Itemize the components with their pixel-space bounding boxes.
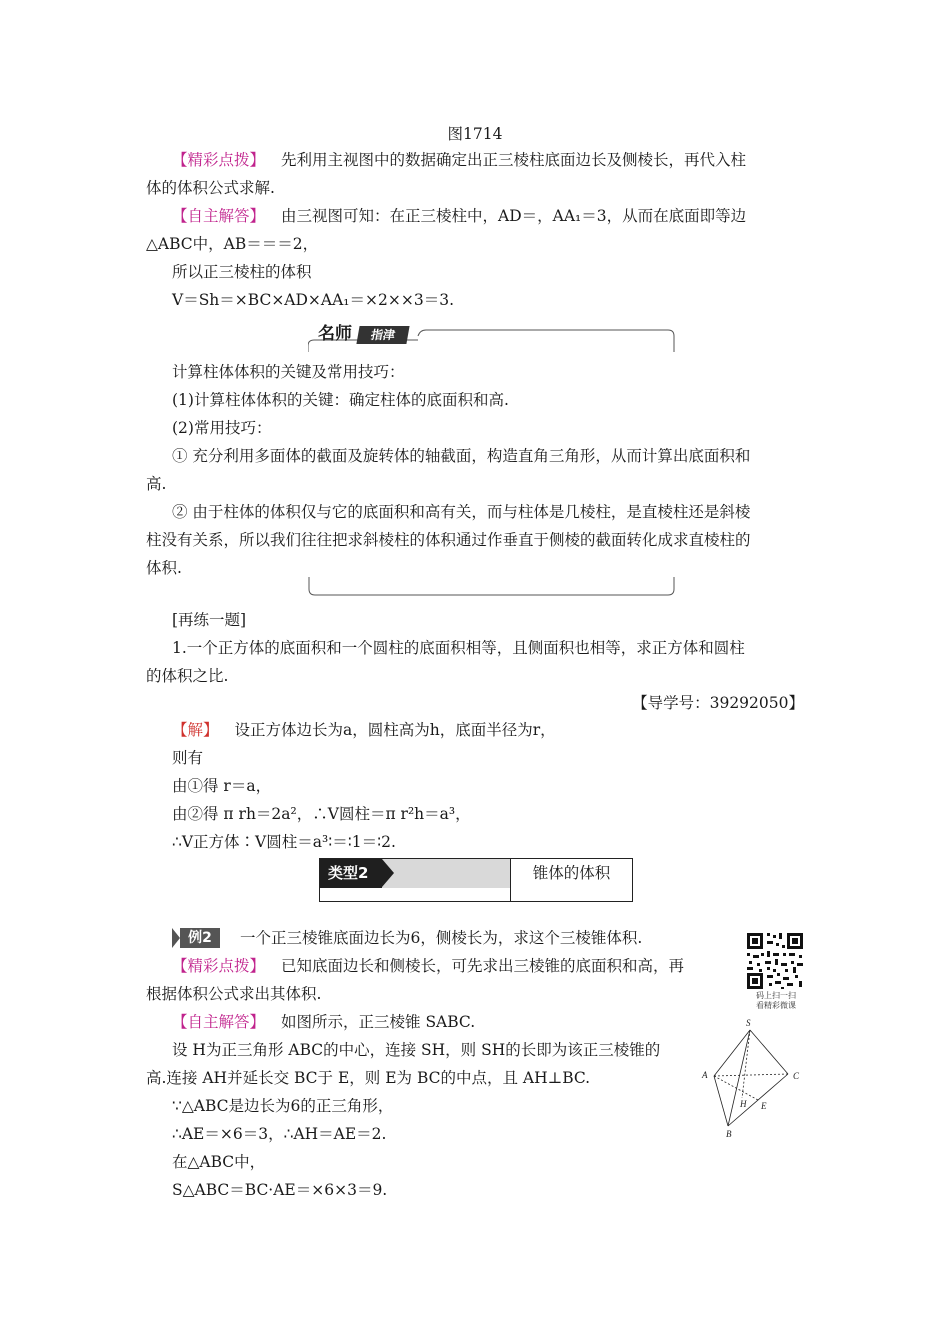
mingshi-l2: (1)计算柱体体积的关键：确定柱体的底面积和高. [172,391,509,409]
example-solve-line [172,1011,475,1033]
example-solve-6: 在△ABC中， [172,1153,266,1171]
qr-code-icon[interactable] [745,931,805,991]
example-solve-1: 如图所示，正三棱锥 SABC. [281,1013,476,1031]
practice-ref: 【导学号：39292050】 [632,694,804,712]
solve-text-4: V＝Sh＝×BC×AD×AA₁＝×2××3＝3. [172,291,454,309]
type2-label: 类型2 [320,859,382,888]
example-hint-2: 根据体积公式求出其体积. [146,985,322,1003]
mingshi-l3: (2)常用技巧： [172,419,272,437]
example-badge-label: 例2 [180,928,220,948]
label-A: A [702,1070,708,1080]
hint-text-2: 体的体积公式求解. [146,179,275,197]
hint-line-1 [172,149,746,171]
answer-tag: 【解】 [172,721,219,739]
mingshi-l6: ② 由于柱体的体积仅与它的底面积和高有关，而与柱体是几棱柱，是直棱柱还是斜棱 [172,503,751,521]
answer-line-1 [172,719,556,741]
example-solve-3: 高.连接 AH并延长交 BC于 E，则 E为 BC的中点，且 AH⊥BC. [146,1069,591,1087]
edge-AC [714,1074,788,1076]
mingshi-l1: 计算柱体体积的关键及常用技巧： [172,363,405,381]
pyramid-figure [700,1016,810,1140]
mingshi-l7: 柱没有关系，所以我们往往把求斜棱柱的体积通过作垂直于侧棱的截面转化成求直棱柱的 [146,531,751,549]
label-S: S [746,1018,751,1028]
answer-text-1: 设正方体边长为a，圆柱高为h，底面半径为r， [234,721,556,739]
edge-AB [714,1076,728,1126]
example-badge [172,928,220,948]
figure-caption: 图1714 [447,125,503,143]
answer-text-4: 由②得 π rh＝2a²，∴V圆柱＝π r²h＝a³， [172,805,471,823]
example-solve-2: 设 H为正三角形 ABC的中心，连接 SH，则 SH的长即为该正三棱锥的 [172,1041,661,1059]
solve-line-1 [172,205,746,227]
example-hint-tag: 【精彩点拨】 [172,957,266,975]
qr-caption [743,991,809,1011]
label-C: C [793,1071,800,1081]
answer-text-3: 由①得 r＝a， [172,777,272,795]
hint-text-1: 先利用主视图中的数据确定出正三棱柱底面边长及侧棱长，再代入柱 [281,151,747,169]
type2-header-box [319,858,633,902]
mingshi-l8: 体积. [146,559,182,577]
example-question: 一个正三棱锥底面边长为6，侧棱长为，求这个三棱锥体积. [240,929,643,947]
solve-text-1: 由三视图可知：在正三棱柱中，AD＝，AA₁＝3，从而在底面即等边 [281,207,747,225]
label-B: B [726,1129,732,1139]
hint-tag: 【精彩点拨】 [172,151,266,169]
mingshi-bottom-frame [308,577,675,597]
edge-BC [728,1074,788,1126]
mingshi-title-a: 名师 [318,324,352,344]
answer-text-2: 则有 [172,749,204,767]
solve-text-3: 所以正三棱柱的体积 [172,263,312,281]
example-solve-7: S△ABC＝BC·AE＝×6×3＝9. [172,1181,388,1199]
practice-q1: 1.一个正方体的底面积和一个圆柱的底面积相等，且侧面积也相等，求正方体和圆柱 [172,639,745,657]
practice-q2: 的体积之比. [146,667,229,685]
segment-SH [742,1030,750,1098]
mingshi-title-b: 指津 [356,326,409,344]
segment-AE [714,1076,758,1100]
edge-SC [750,1030,788,1074]
example-solve-4: ∵△ABC是边长为6的正三角形， [172,1097,394,1115]
label-H: H [740,1099,747,1109]
solve-text-2: △ABC中，AB＝＝＝2， [146,235,319,253]
example-solve-tag: 【自主解答】 [172,1013,266,1031]
solve-tag: 【自主解答】 [172,207,266,225]
example-hint-1: 已知底面边长和侧棱长，可先求出三棱锥的底面积和高，再 [281,957,685,975]
answer-text-5: ∴V正方体∶V圆柱＝a³∶＝∶1＝∶2. [172,833,396,851]
example-hint-line [172,955,684,977]
practice-header: [再练一题] [172,611,247,629]
example-arrow-icon [172,928,180,948]
label-E: E [761,1101,767,1111]
type2-title: 锥体的体积 [532,864,611,882]
mingshi-l5: 高. [146,475,167,493]
type2-arrow-icon [382,859,394,887]
qr-caption-text: 码上扫一扫 看精彩微课 [756,991,796,1010]
example-solve-5: ∴AE＝×6＝3，∴AH＝AE＝2. [172,1125,387,1143]
mingshi-l4: ① 充分利用多面体的截面及旋转体的轴截面，构造直角三角形，从而计算出底面积和 [172,447,751,465]
